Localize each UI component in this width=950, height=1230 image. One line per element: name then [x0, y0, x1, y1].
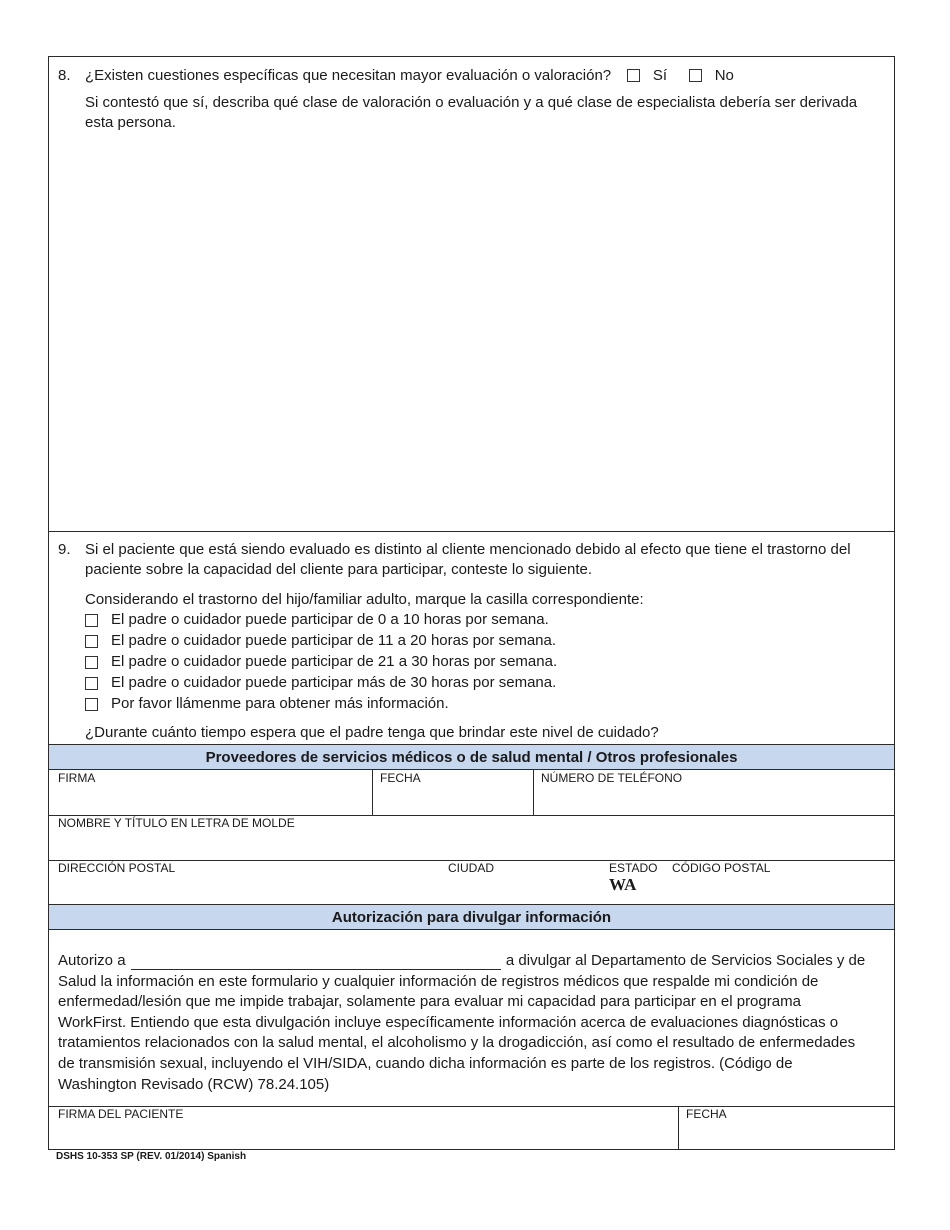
q8-question: ¿Existen cuestiones específicas que necesitan mayor evaluación o valoración?	[85, 67, 612, 84]
q9-option	[85, 694, 449, 714]
q9-option	[85, 652, 557, 672]
q8-no-checkbox[interactable]	[689, 69, 702, 82]
q9-option-checkbox[interactable]	[85, 698, 98, 711]
authorization-text	[58, 951, 865, 1095]
q9-option	[85, 673, 556, 693]
q9-number: 9.	[58, 541, 71, 558]
q9-option-label: El padre o cuidador puede participar más de 30 horas por semana.	[111, 674, 557, 691]
q9-instruction: Considerando el trastorno del hijo/familiar adulto, marque la casilla correspondiente:	[85, 591, 644, 608]
address-label: DIRECCIÓN POSTAL	[58, 861, 176, 875]
name-title-label: NOMBRE Y TÍTULO EN LETRA DE MOLDE	[58, 816, 295, 830]
q8-no-label: No	[714, 67, 734, 84]
state-value: WA	[609, 875, 637, 894]
provider-address-field[interactable]	[55, 878, 444, 904]
q8-followup: Si contestó que sí, describa qué clase de valoración o evaluación y a qué clase de especialista debería ser derivada esta persona.	[85, 94, 858, 131]
q9-option-checkbox[interactable]	[85, 656, 98, 669]
authorize-line1-suffix: a divulgar al Departamento de Servicios Sociales y de	[505, 952, 866, 969]
authorization-body-line: enfermedad/lesión que me impide trabajar, solamente para evaluar mi capacidad para participar en el programa	[58, 993, 801, 1011]
state-label: ESTADO	[609, 861, 658, 875]
q9-option	[85, 610, 549, 630]
q9-option	[85, 631, 556, 651]
patient-signature-label: FIRMA DEL PACIENTE	[58, 1107, 184, 1121]
q9-option-checkbox[interactable]	[85, 614, 98, 627]
providers-section-header: Proveedores de servicios médicos o de salud mental / Otros profesionales	[49, 744, 894, 770]
date-label: FECHA	[380, 771, 421, 785]
authorization-body-line: Washington Revisado (RCW) 78.24.105)	[58, 1075, 330, 1093]
signature-label: FIRMA	[58, 771, 96, 785]
authorization-body-line: de transmisión sexual, incluyendo el VIH/SIDA, cuando dicha información es parte de los registros. (Código de	[58, 1054, 793, 1072]
divider	[678, 1106, 679, 1150]
patient-date-label: FECHA	[686, 1107, 727, 1121]
q9-duration-question: ¿Durante cuánto tiempo espera que el padre tenga que brindar este nivel de cuidado?	[85, 724, 659, 741]
patient-signature-field[interactable]	[55, 1123, 674, 1149]
authorization-section-header: Autorización para divulgar información	[49, 904, 894, 930]
q9-question: Si el paciente que está siendo evaluado es distinto al cliente mencionado debido al efecto que tiene el trastorno del paciente sobre la capacidad del cliente para participar, conteste lo siguiente.	[85, 541, 851, 578]
provider-city-field[interactable]	[445, 878, 609, 904]
q9-option-label: El padre o cuidador puede participar de 11 a 20 horas por semana.	[111, 632, 557, 649]
authorization-body-line: WorkFirst. Entiendo que esta divulgación incluye específicamente información acerca de evaluaciones diagnósticas o	[58, 1013, 839, 1031]
zip-label: CÓDIGO POSTAL	[672, 861, 771, 875]
patient-date-field[interactable]	[683, 1123, 892, 1149]
authorization-body-line: tratamientos relacionados con la salud mental, el alcoholismo y la drogadicción, así como el resultado de enfermedades	[58, 1034, 856, 1052]
provider-phone-field[interactable]	[538, 787, 894, 813]
q8-description-area[interactable]	[85, 137, 889, 531]
q8-question-row	[85, 66, 734, 86]
provider-name-title-field[interactable]	[55, 833, 889, 859]
divider	[49, 531, 894, 532]
form-id-footer: DSHS 10-353 SP (REV. 01/2014) Spanish	[56, 1151, 247, 1162]
q8-yes-label: Sí	[652, 67, 668, 84]
q9-option-checkbox[interactable]	[85, 677, 98, 690]
q8-yes-checkbox[interactable]	[627, 69, 640, 82]
provider-zip-field[interactable]	[669, 878, 893, 904]
q9-option-label: Por favor llámenme para obtener más información.	[111, 695, 449, 712]
q9-option-label: El padre o cuidador puede participar de 0 a 10 horas por semana.	[111, 611, 549, 628]
provider-date-field[interactable]	[377, 787, 533, 813]
q8-number: 8.	[58, 67, 71, 84]
authorization-body-line: Salud la información en este formulario y cualquier información de registros médicos que respalde mi condición de	[58, 972, 819, 990]
phone-label: NÚMERO DE TELÉFONO	[541, 771, 683, 785]
city-label: CIUDAD	[448, 861, 495, 875]
divider	[372, 770, 373, 815]
divider	[533, 770, 534, 815]
provider-signature-field[interactable]	[55, 787, 371, 813]
form-page	[48, 56, 895, 1150]
authorized-party-field[interactable]	[131, 951, 501, 970]
q9-option-label: El padre o cuidador puede participar de 21 a 30 horas por semana.	[111, 653, 558, 670]
authorize-prefix: Autorizo a	[58, 952, 126, 969]
q9-option-checkbox[interactable]	[85, 635, 98, 648]
